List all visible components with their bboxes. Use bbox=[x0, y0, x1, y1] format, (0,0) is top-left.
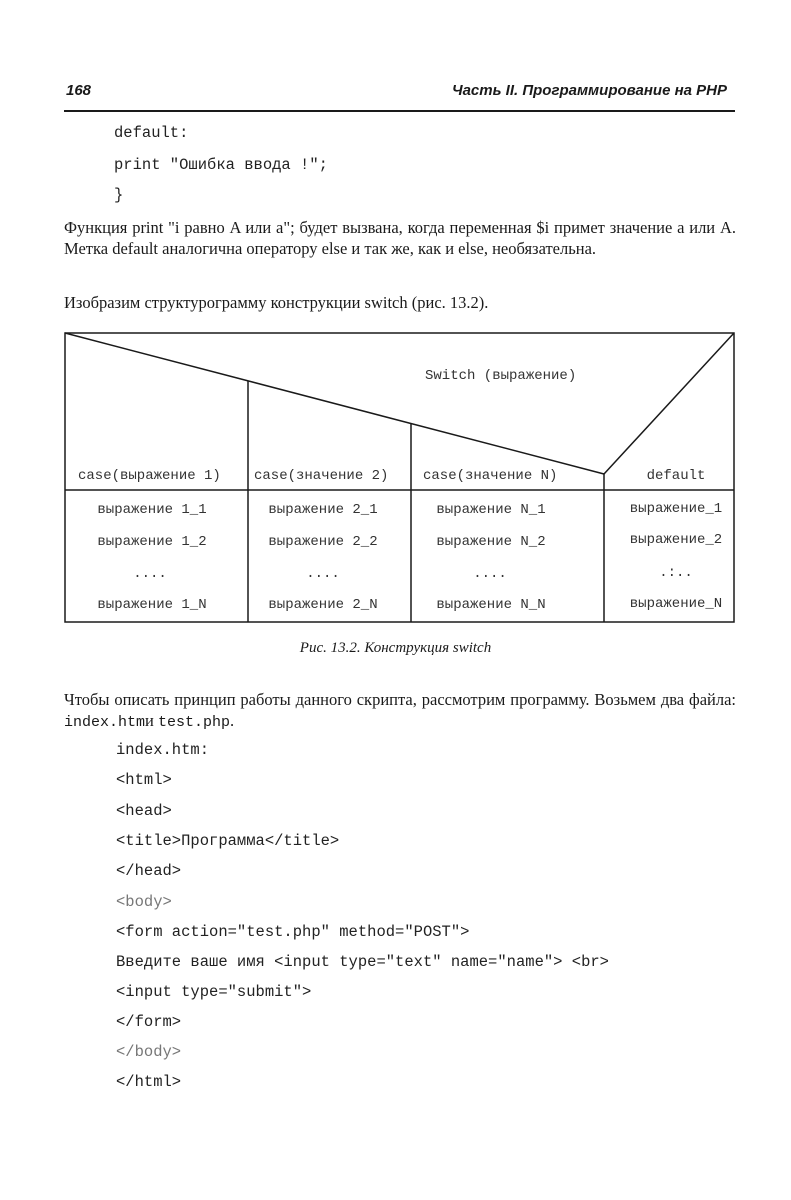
cell-r2-c2: выражение 2_2 bbox=[268, 534, 378, 550]
cell-r4-c3: выражение N_N bbox=[436, 597, 546, 613]
code-line-default: default: bbox=[114, 124, 189, 142]
listing-line-7: <form action="test.php" method="POST"> bbox=[116, 923, 470, 941]
cell-r3-c4: .:.. bbox=[659, 565, 693, 581]
listing-line-5: </head> bbox=[116, 862, 182, 880]
listing-line-12: </html> bbox=[116, 1073, 182, 1091]
code-line-brace: } bbox=[114, 186, 124, 204]
paragraph-diagram-intro: Изобразим структурограмму конструкции switch (рис. 13.2). bbox=[64, 293, 489, 312]
listing-line-6: <body> bbox=[116, 893, 172, 911]
listing-line-9: <input type="submit"> bbox=[116, 983, 312, 1001]
cell-r1-c3: выражение N_1 bbox=[436, 502, 546, 518]
paragraph-script-text: Чтобы описать принцип работы данного скрипта, рассмотрим программу. Возьмем два файла: bbox=[64, 690, 736, 709]
figure-caption: Рис. 13.2. Конструкция switch bbox=[299, 640, 492, 656]
cell-r1-c4: выражение_1 bbox=[629, 501, 723, 517]
listing-line-2: <html> bbox=[116, 771, 172, 789]
paragraph-script-intro bbox=[64, 689, 736, 733]
running-title: Часть II. Программирование на PHP bbox=[451, 82, 727, 99]
diagram-title: Switch (выражение) bbox=[425, 368, 577, 384]
listing-line-1: index.htm: bbox=[116, 741, 210, 759]
header-case-n: case(значение N) bbox=[423, 468, 558, 484]
cell-r4-c4: выражение_N bbox=[629, 596, 723, 612]
cell-r1-c1: выражение 1_1 bbox=[97, 502, 207, 518]
cell-r2-c1: выражение 1_2 bbox=[97, 534, 207, 550]
filename-test: test.php bbox=[157, 714, 230, 731]
header-case-1: case(выражение 1) bbox=[78, 468, 221, 484]
listing-line-4: <title>Программа</title> bbox=[116, 832, 340, 850]
cell-r2-c3: выражение N_2 bbox=[436, 534, 546, 550]
listing-line-10: </form> bbox=[116, 1013, 182, 1031]
cell-r3-c3: .... bbox=[473, 566, 507, 582]
listing-line-3: <head> bbox=[116, 802, 172, 820]
page-number: 168 bbox=[66, 82, 92, 99]
paragraph-print-description: Функция print "i равно A или a"; будет вызвана, когда переменная $i примет значение a или A. Метка default аналогична оператору else и так же, как и else, необязательна. bbox=[64, 218, 736, 258]
cell-r2-c4: выражение_2 bbox=[629, 532, 723, 548]
listing-line-11: </body> bbox=[116, 1043, 182, 1061]
header-default: default bbox=[646, 468, 706, 484]
cell-r3-c1: .... bbox=[133, 566, 167, 582]
paragraph-and: и bbox=[145, 711, 154, 730]
paragraph-end: . bbox=[230, 711, 235, 730]
decision-diagonal-left bbox=[65, 333, 604, 474]
header-case-2: case(значение 2) bbox=[254, 468, 389, 484]
filename-index: index.htm bbox=[64, 714, 146, 731]
cell-r4-c1: выражение 1_N bbox=[97, 597, 207, 613]
cell-r4-c2: выражение 2_N bbox=[268, 597, 378, 613]
cell-r1-c2: выражение 2_1 bbox=[268, 502, 378, 518]
code-line-print: print "Ошибка ввода !"; bbox=[114, 156, 328, 174]
decision-diagonal-right bbox=[604, 333, 734, 474]
listing-line-8: Введите ваше имя <input type="text" name="name"> <br> bbox=[116, 953, 609, 971]
cell-r3-c2: .... bbox=[306, 566, 340, 582]
